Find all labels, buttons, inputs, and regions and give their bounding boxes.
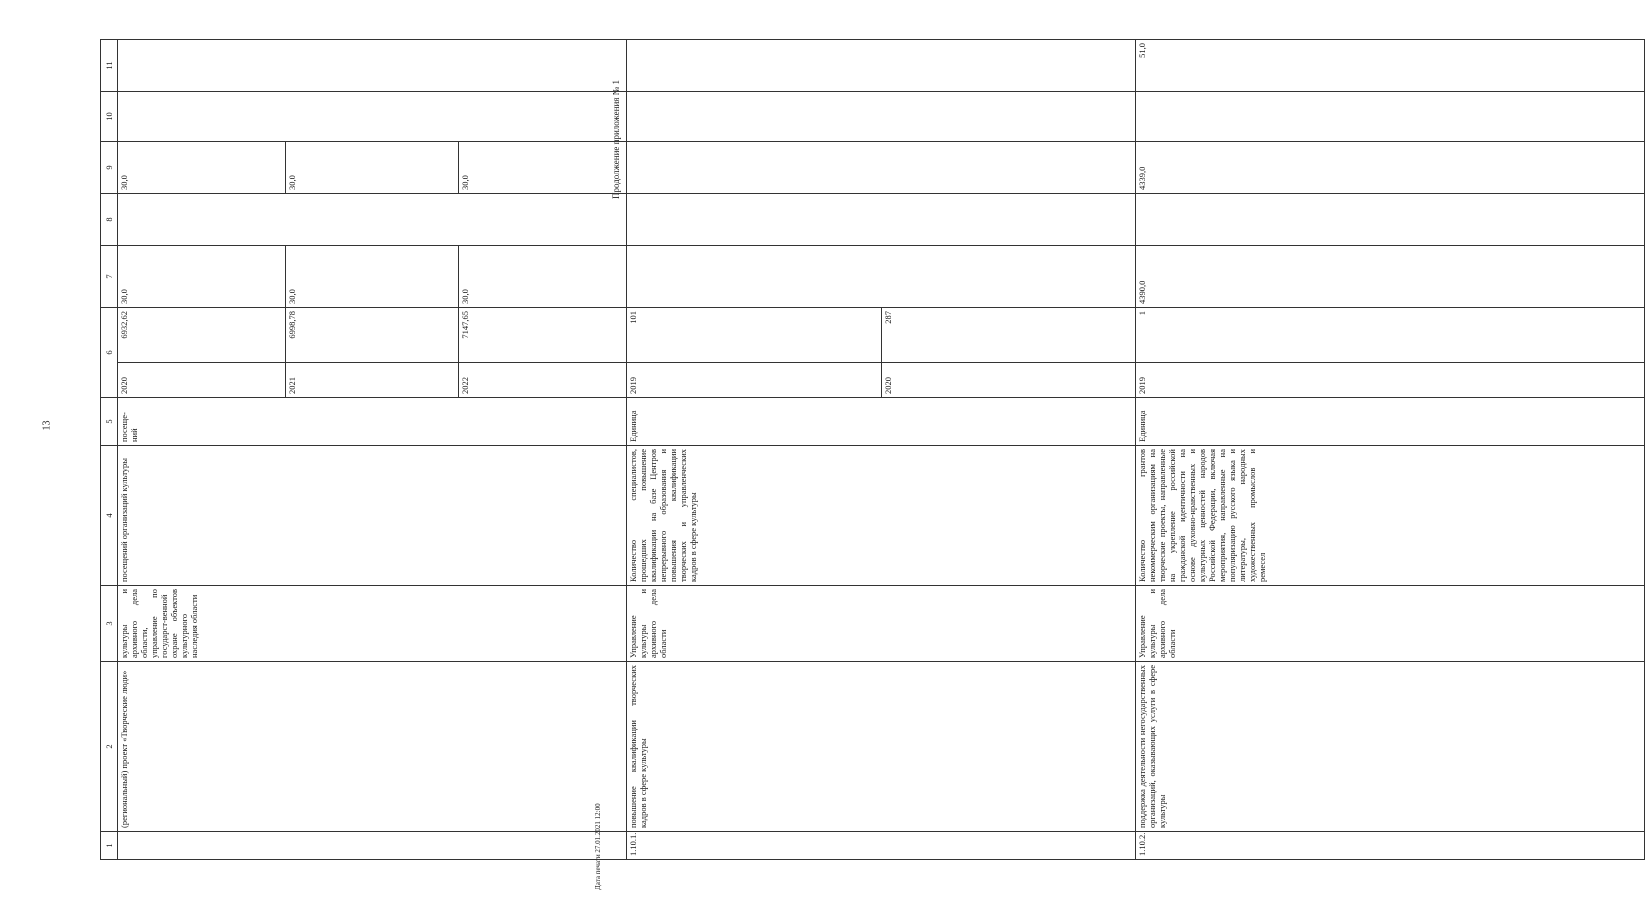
cell-unit: посеще-ний bbox=[118, 398, 627, 446]
cell-unit: Единица bbox=[627, 398, 1136, 446]
cell-responsible: Управление культуры и архивного дела области bbox=[627, 586, 1136, 662]
cell-col9: 4339,0 bbox=[1136, 142, 1645, 194]
cell-col8 bbox=[627, 194, 1136, 246]
col-header: 4 bbox=[101, 446, 118, 586]
cell-indicator: посещений организаций культуры bbox=[118, 446, 627, 586]
cell-col11: 51,0 bbox=[1136, 40, 1645, 92]
cell-years bbox=[627, 308, 1136, 398]
col-header: 9 bbox=[101, 142, 118, 194]
year-value: 6932,62 bbox=[118, 308, 285, 363]
col-header: 7 bbox=[101, 246, 118, 308]
col-header: 10 bbox=[101, 92, 118, 142]
appendix-note: Продолжение приложения № 1 bbox=[611, 80, 621, 200]
cell-indicator: Количество грантов некоммерческим организациям на творческие проекты, направленные на укрепление российской гражданской идентичности на основе духовно-нравственных и культурных ценностей народов Российской Федерации, включая мероприятия, направленные на популяризацию русского языка и литературы, народных художественных промыслов и ремесел bbox=[1136, 446, 1645, 586]
cell-measure: (региональный) проект «Творческие люди» bbox=[118, 662, 627, 832]
year-value: 7147,65 bbox=[460, 311, 471, 339]
year-value: 287 bbox=[882, 311, 893, 324]
cell-col11 bbox=[118, 40, 627, 92]
cell-years bbox=[118, 308, 627, 398]
cell-col7 bbox=[118, 246, 627, 308]
cell-measure: поддержка деятельности негосударственных организаций, оказывающих услуги в сфере культуры bbox=[1136, 662, 1645, 832]
table-row bbox=[118, 40, 627, 860]
cell-years bbox=[1136, 308, 1645, 398]
year-label: 2022 bbox=[459, 363, 626, 398]
table-row bbox=[627, 40, 1136, 860]
value: 30,0 bbox=[460, 175, 471, 190]
cell-col9 bbox=[118, 142, 627, 194]
col-header: 8 bbox=[101, 194, 118, 246]
print-date: Дата печати 27.01.2021 12:00 bbox=[594, 803, 602, 890]
cell-col8 bbox=[118, 194, 627, 246]
col-header: 6 bbox=[101, 308, 118, 398]
value: 30,0 bbox=[118, 142, 285, 193]
cell-col9 bbox=[627, 142, 1136, 194]
year-label: 2020 bbox=[881, 363, 1135, 398]
year-label: 2020 bbox=[118, 363, 285, 398]
page-number: 13 bbox=[41, 420, 53, 431]
col-header: 2 bbox=[101, 662, 118, 832]
cell-measure: повышение квалификации творческих кадров в сфере культуры bbox=[627, 662, 1136, 832]
cell-col10 bbox=[627, 92, 1136, 142]
cell-col11 bbox=[627, 40, 1136, 92]
cell-responsible: культуры и архивного дела области, управление по государст-венной охране объектов культурного наследия области bbox=[118, 586, 627, 662]
cell-responsible: Управление культуры и архивного дела области bbox=[1136, 586, 1645, 662]
col-header: 1 bbox=[101, 832, 118, 860]
value: 30,0 bbox=[285, 246, 459, 307]
col-header: 5 bbox=[101, 398, 118, 446]
col-header: 3 bbox=[101, 586, 118, 662]
cell-indicator: Количество специалистов, прошедших повышение квалификации на базе Центров непрерывного образования и повышения квалификации творческих и управленческих кадров в сфере культуры bbox=[627, 446, 1136, 586]
cell-col7: 4390,0 bbox=[1136, 246, 1645, 308]
header-row bbox=[101, 40, 118, 860]
year-label: 2019 bbox=[1136, 363, 1644, 398]
cell-col10 bbox=[1136, 92, 1645, 142]
year-label: 2019 bbox=[627, 363, 881, 398]
cell-number bbox=[118, 832, 627, 860]
cell-col10 bbox=[118, 92, 627, 142]
cell-col7 bbox=[627, 246, 1136, 308]
year-label: 2021 bbox=[285, 363, 459, 398]
value: 30,0 bbox=[460, 289, 471, 304]
cell-number: 1.10.2. bbox=[1136, 832, 1645, 860]
year-value: 101 bbox=[627, 308, 881, 363]
value: 30,0 bbox=[285, 142, 459, 193]
cell-col8 bbox=[1136, 194, 1645, 246]
year-value: 1 bbox=[1137, 311, 1147, 316]
col-header: 11 bbox=[101, 40, 118, 92]
year-value: 6998,78 bbox=[285, 308, 459, 363]
table-row bbox=[1136, 40, 1645, 860]
data-table bbox=[100, 39, 1645, 860]
value: 30,0 bbox=[118, 246, 285, 307]
cell-unit: Единица bbox=[1136, 398, 1645, 446]
cell-number: 1.10.1. bbox=[627, 832, 1136, 860]
